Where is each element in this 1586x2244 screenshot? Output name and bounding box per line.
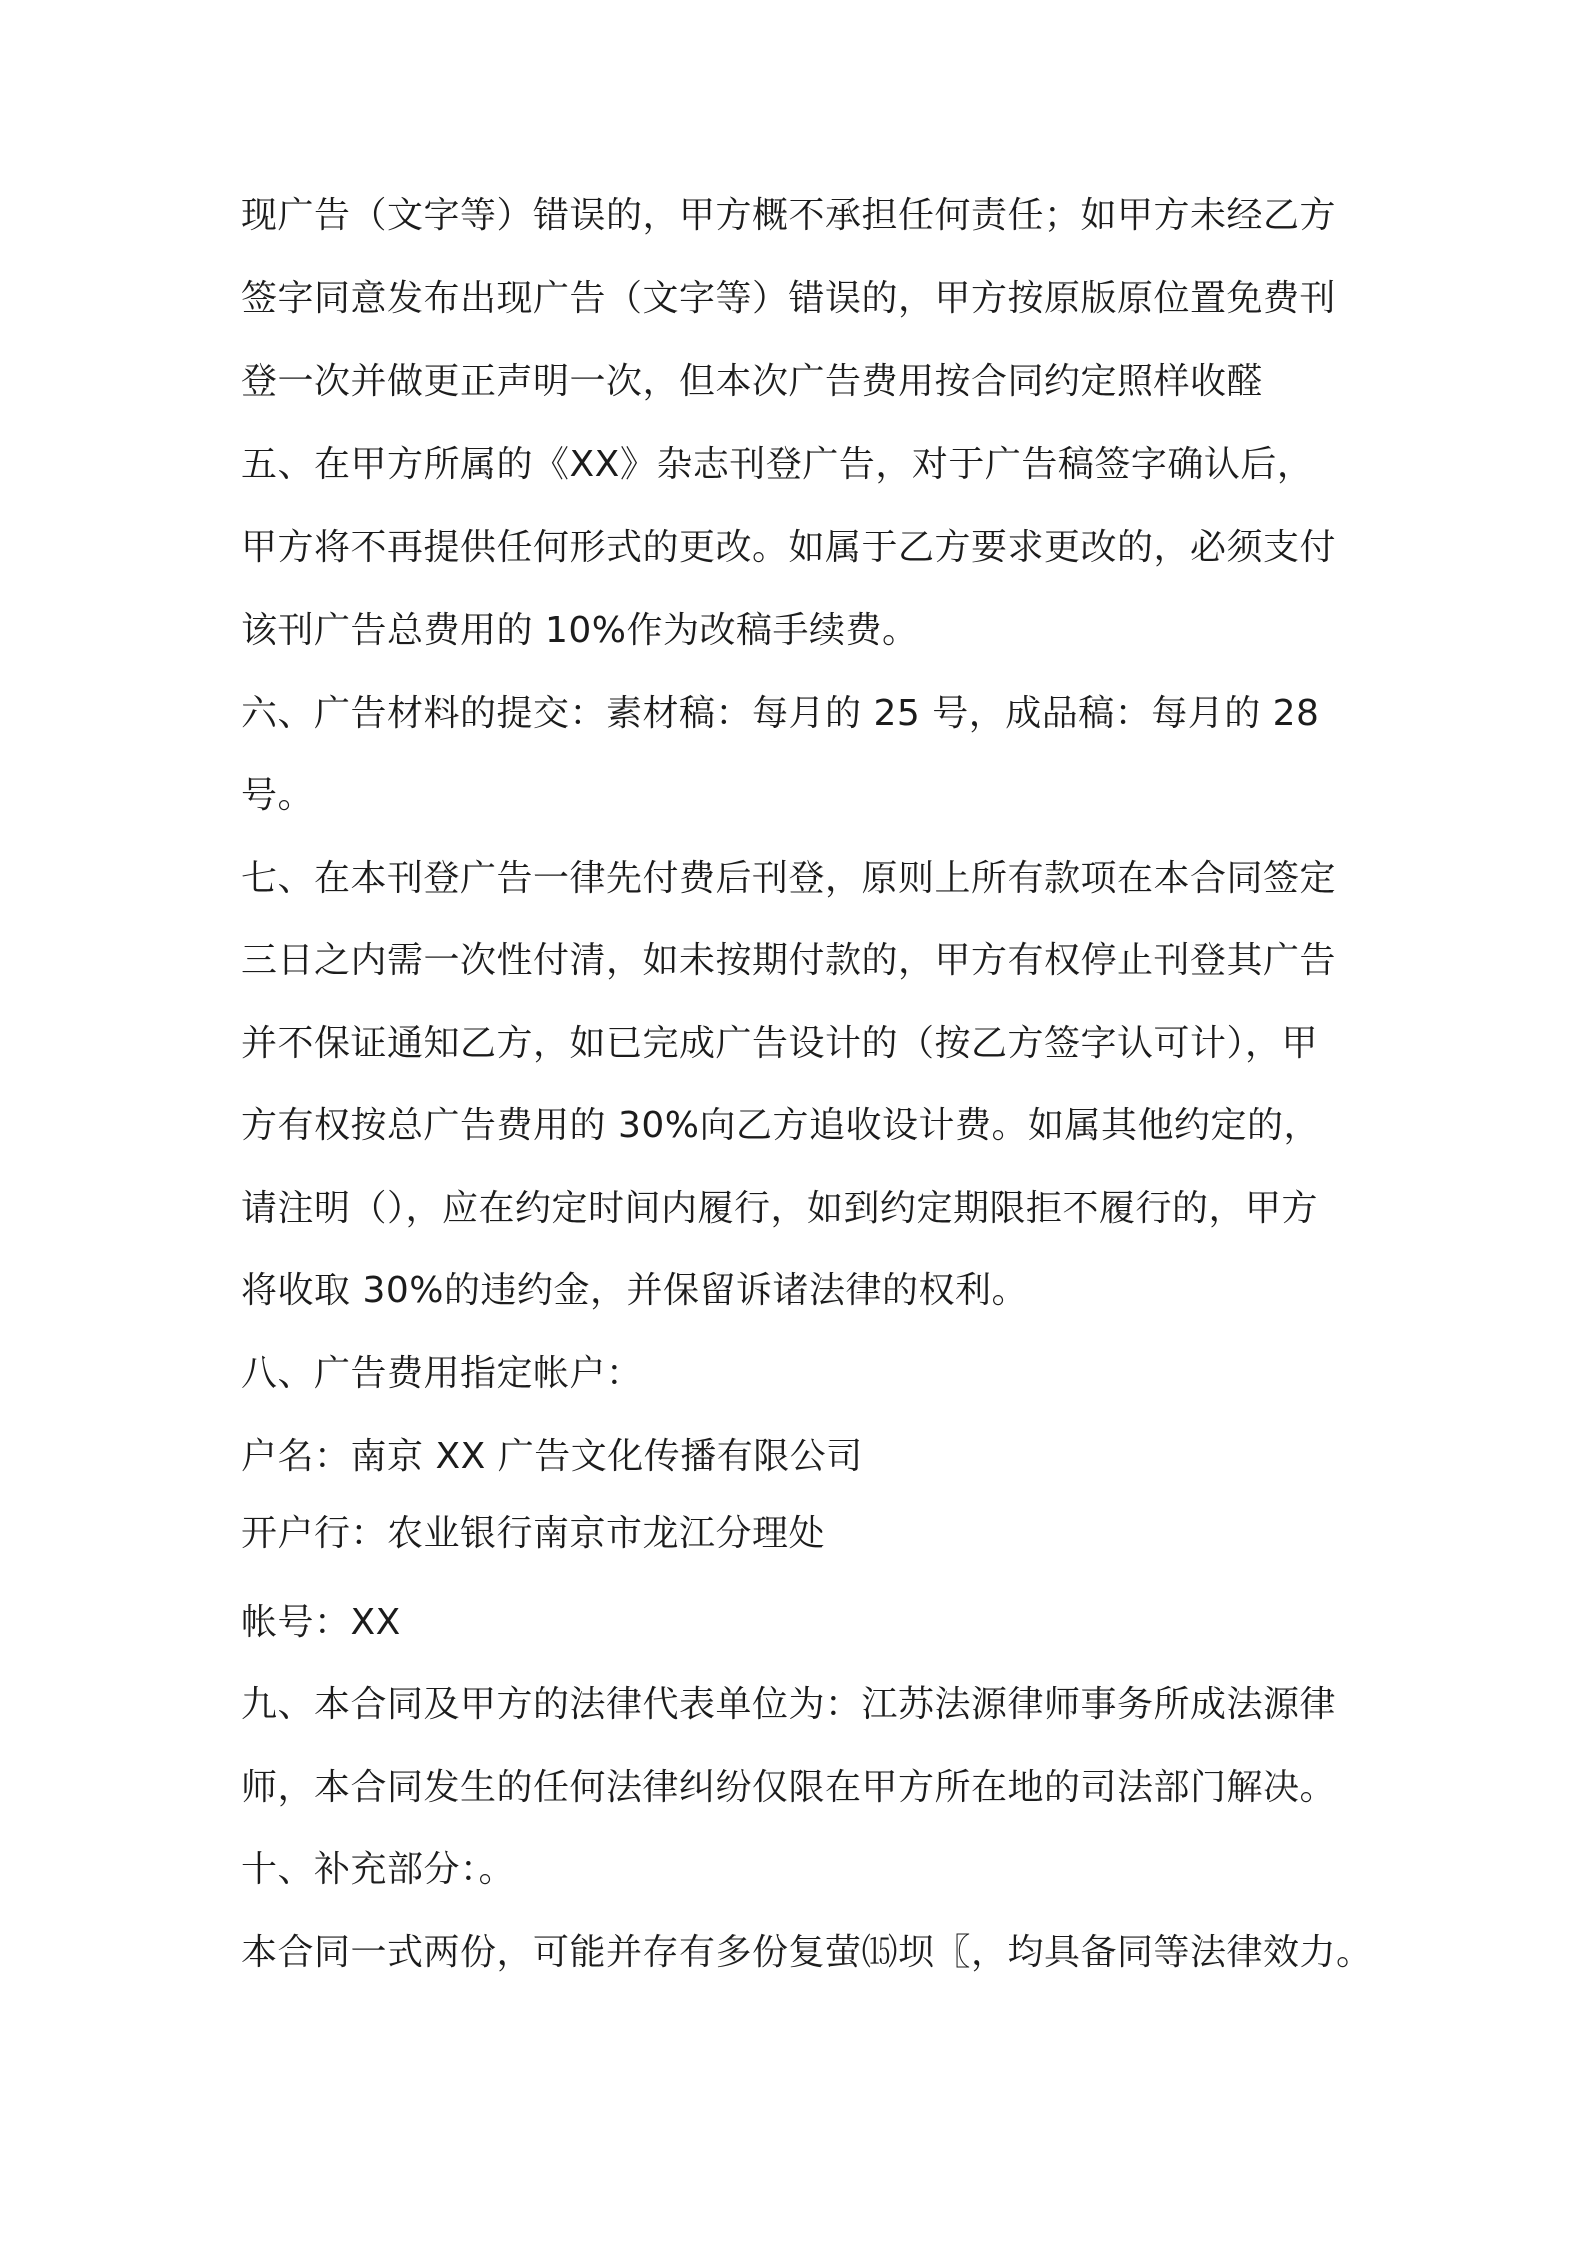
text-line: 甲方将不再提供任何形式的更改。如属于乙方要求更改的，必须支付: [241, 527, 1337, 568]
text-line: 本合同一式两份，可能并存有多份复萤⒂坝〖，均具备同等法律效力。: [241, 1932, 1373, 1973]
text-line: 号。: [241, 775, 315, 816]
account-name: 户名：南京 XX 广告文化传播有限公司: [241, 1436, 863, 1477]
text-line: 登一次并做更正声明一次，但本次广告费用按合同约定照样收醛: [241, 361, 1264, 402]
text-line: 该刊广告总费用的 10%作为改稿手续费。: [241, 610, 919, 651]
account-number: 帐号：XX: [241, 1602, 401, 1643]
section-nine-heading: 九、本合同及甲方的法律代表单位为：江苏法源律师事务所成法源律: [241, 1684, 1337, 1725]
text-line: 签字同意发布出现广告（文字等）错误的，甲方按原版原位置免费刊: [241, 278, 1337, 319]
account-bank: 开户行：农业银行南京市龙江分理处: [241, 1513, 826, 1554]
section-six-heading: 六、广告材料的提交：素材稿：每月的 25 号，成品稿：每月的 28: [241, 693, 1320, 734]
section-eight-heading: 八、广告费用指定帐户：: [241, 1353, 643, 1394]
text-line: 三日之内需一次性付清，如未按期付款的，甲方有权停止刊登其广告: [241, 940, 1337, 981]
text-line: 将收取 30%的违约金，并保留诉诸法律的权利。: [241, 1270, 1028, 1311]
section-ten-heading: 十、补充部分：。: [241, 1849, 516, 1890]
text-line: 现广告（文字等）错误的，甲方概不承担任何责任；如甲方未经乙方: [241, 195, 1337, 236]
text-line: 并不保证通知乙方，如已完成广告设计的（按乙方签字认可计），甲: [241, 1023, 1319, 1064]
text-line: 师，本合同发生的任何法律纠纷仅限在甲方所在地的司法部门解决。: [241, 1767, 1337, 1808]
text-line: 请注明（），应在约定时间内履行，如到约定期限拒不履行的，甲方: [241, 1188, 1319, 1229]
section-five-heading: 五、在甲方所属的《XX》杂志刊登广告，对于广告稿签字确认后，: [241, 444, 1314, 485]
section-seven-heading: 七、在本刊登广告一律先付费后刊登，原则上所有款项在本合同签定: [241, 858, 1337, 899]
text-line: 方有权按总广告费用的 30%向乙方追收设计费。如属其他约定的，: [241, 1105, 1320, 1146]
